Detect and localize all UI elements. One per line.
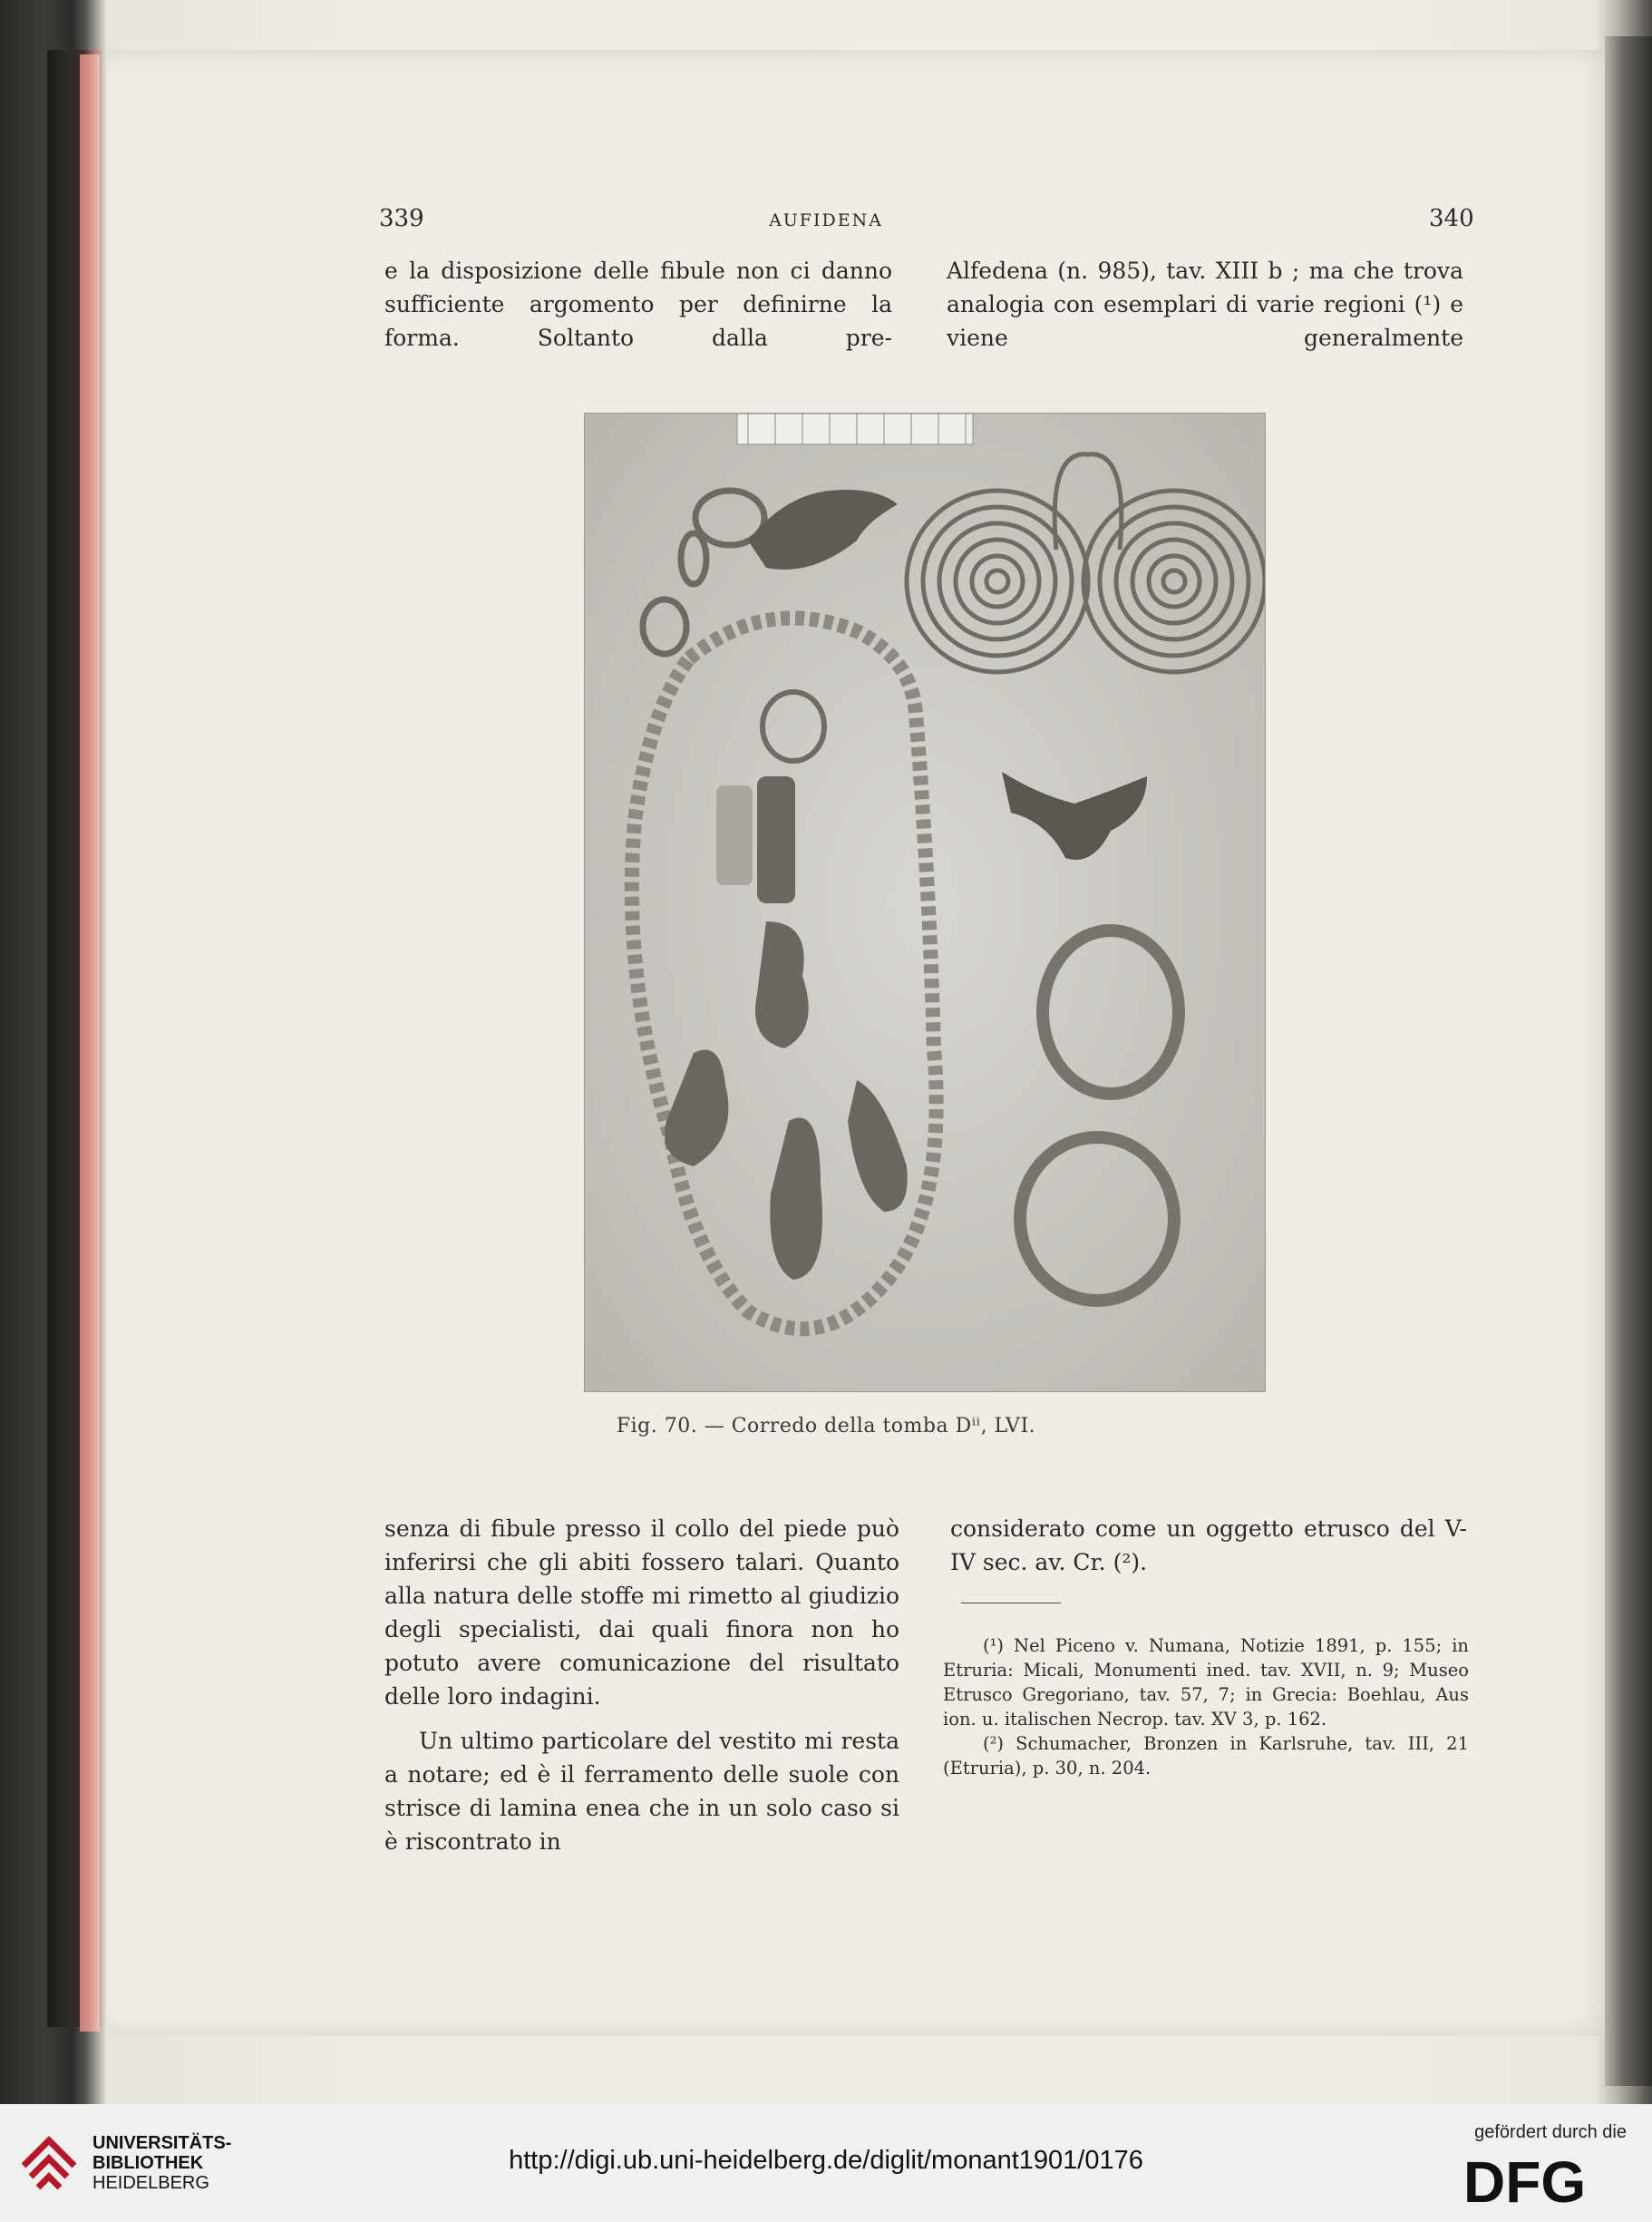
top-left-paragraph: e la disposizione delle fibule non ci danno sufficiente argomento per definirne la forma. Soltanto dalla pre- bbox=[384, 258, 892, 351]
funded-by-label: gefördert durch die bbox=[1474, 2122, 1627, 2142]
footnote-1: (¹) Nel Piceno v. Numana, Notizie 1891, p. 155; in Etruria: Micali, Monumenti ined. tav. XVII, n. 9; Museo Etrusco Gregoriano, tav. 57, 7; in Grecia: Boehlau, Aus ion. u. italischen Necrop. tav. XV 3, p. 162. bbox=[943, 1635, 1469, 1730]
body-paragraph: senza di fibule presso il collo del piede può inferirsi che gli abiti fossero talari. Quanto alla natura delle stoffe mi rimetto al giudizio degli specialisti, dai quali finora non ho potuto avere comunicazione del risultato delle loro indagini. bbox=[384, 1515, 899, 1710]
grave-goods-photo bbox=[585, 414, 1265, 1391]
figure-photograph bbox=[584, 413, 1266, 1392]
measuring-scale bbox=[737, 414, 973, 444]
binding-red-edge bbox=[80, 54, 100, 2032]
page-number-left: 339 bbox=[379, 205, 424, 232]
top-right-paragraph: Alfedena (n. 985), tav. XIII b ; ma che trova analogia con esemplari di varie regioni (¹) e viene generalmente bbox=[947, 258, 1463, 351]
viewer-footer bbox=[0, 2104, 1652, 2222]
body-paragraph: Un ultimo particolare del vestito mi resta a notare; ed è il ferramento delle suole con strisce di lamina enea che in un solo caso si è riscontrato in bbox=[384, 1728, 899, 1855]
page-right-edge bbox=[1605, 36, 1652, 2086]
permalink-url[interactable]: http://digi.ub.uni-heidelberg.de/diglit/monant1901/0176 bbox=[509, 2146, 1143, 2175]
figure-caption: Fig. 70. — Corredo della tomba Dⁱⁱ, LVI. bbox=[616, 1415, 1036, 1437]
library-line-1: UNIVERSITÄTS- bbox=[92, 2133, 232, 2153]
bottom-left-column bbox=[384, 1512, 899, 1858]
running-title: AUFIDENA bbox=[769, 210, 883, 230]
footnote-2: (²) Schumacher, Bronzen in Karlsruhe, tav. III, 21 (Etruria), p. 30, n. 204. bbox=[943, 1733, 1469, 1779]
library-line-3: HEIDELBERG bbox=[92, 2173, 209, 2193]
bottom-right-paragraph: considerato come un oggetto etrusco del V-IV sec. av. Cr. (²). bbox=[950, 1515, 1467, 1575]
dfg-logo-text: DFG bbox=[1463, 2151, 1587, 2207]
dfg-logo-icon[interactable] bbox=[1463, 2151, 1625, 2207]
library-line-2: BIBLIOTHEK bbox=[92, 2153, 204, 2173]
footnotes bbox=[943, 1633, 1469, 1780]
page-number-right: 340 bbox=[1429, 205, 1474, 232]
